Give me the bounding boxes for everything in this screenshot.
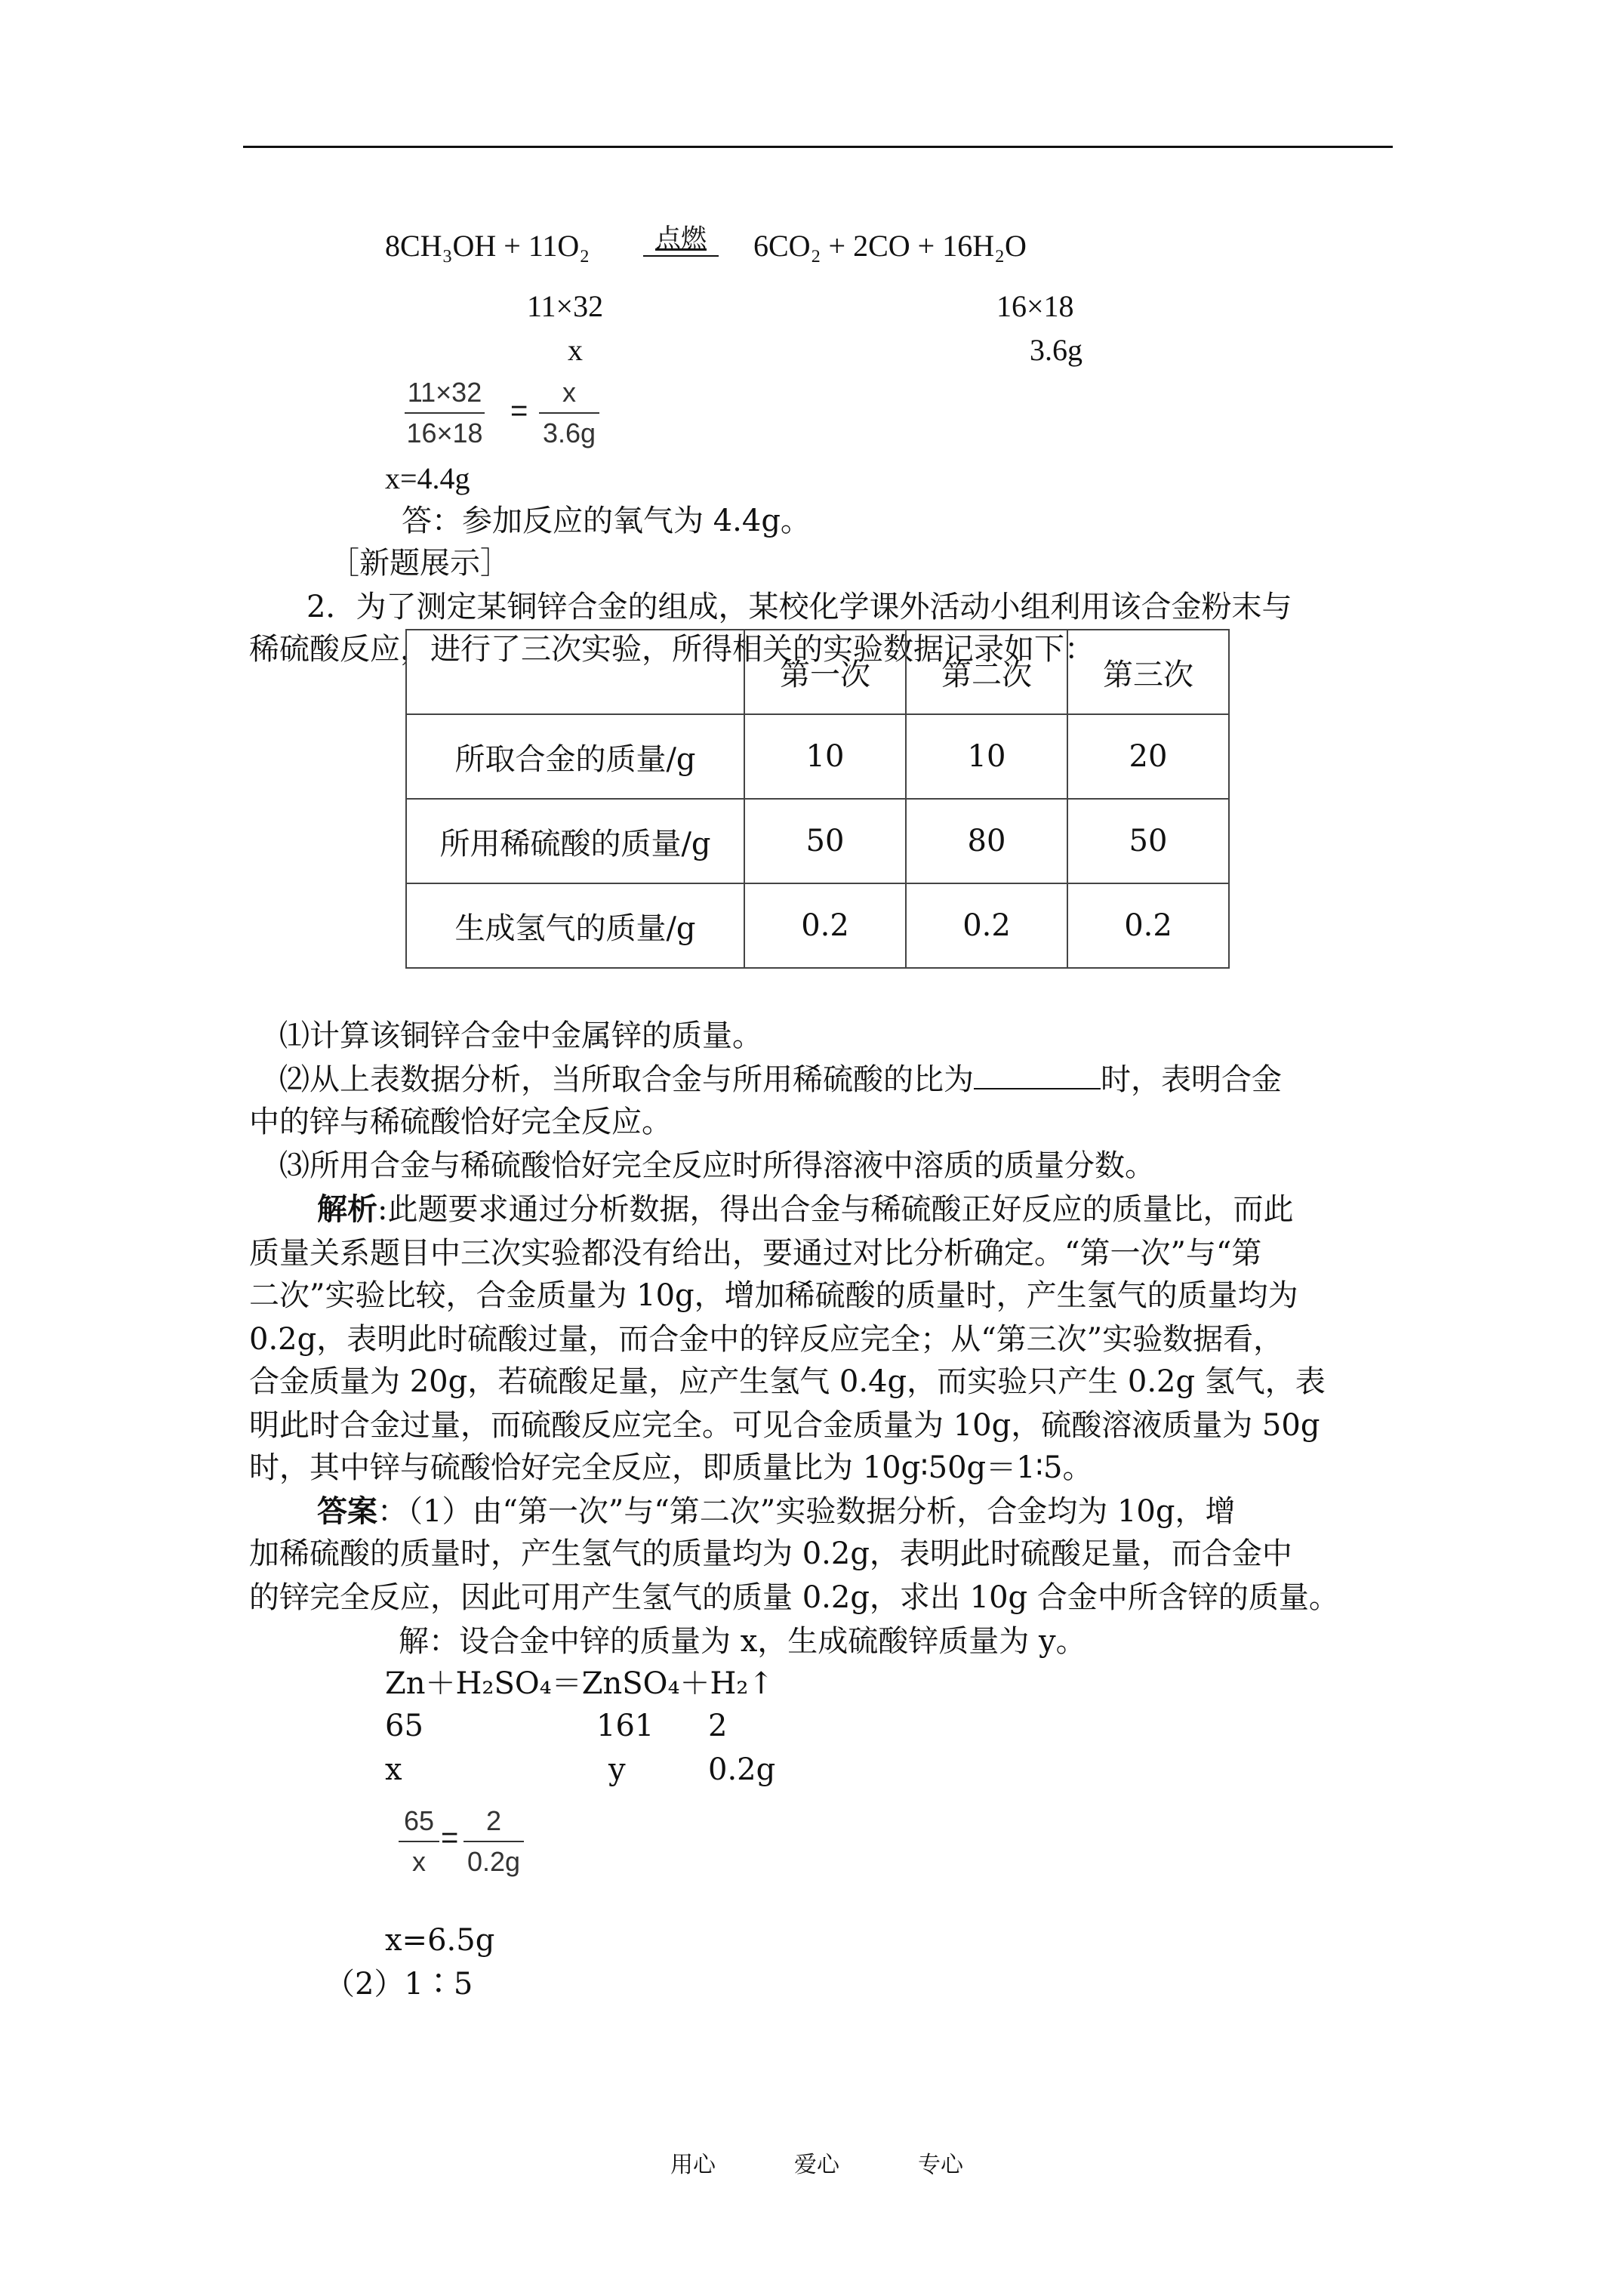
zinc-equation: Zn＋H₂SO₄＝ZnSO₄＋H₂↑ xyxy=(385,1666,774,1701)
section-heading: ［新题展示］ xyxy=(329,546,510,581)
molar-mass-zn: 65 xyxy=(385,1709,423,1743)
equation1-result: x=4.4g xyxy=(385,461,470,495)
experiment-table xyxy=(405,629,1230,969)
table-cell: 生成氢气的质量/g xyxy=(406,883,744,968)
table-row xyxy=(406,883,1229,968)
molar-mass-h2: 2 xyxy=(708,1709,728,1743)
reaction-arrow xyxy=(643,217,719,263)
fraction-denominator: 16×18 xyxy=(406,418,483,448)
answer-part2: （2）1∶5 xyxy=(325,1967,473,2002)
given-h2: 0.2g xyxy=(708,1752,776,1787)
header-rule xyxy=(243,146,1393,148)
footer-item: 用心 xyxy=(670,2152,716,2178)
analysis-line: 二次”实验比较，合金质量为 10g，增加稀硫酸的质量时，产生氢气的质量均为 xyxy=(249,1278,1298,1313)
table-cell: 所取合金的质量/g xyxy=(406,714,744,799)
analysis-text: :此题要求通过分析数据，得出合金与稀硫酸正好反应的质量比，而此 xyxy=(377,1192,1294,1227)
fraction-denominator: x xyxy=(412,1846,426,1877)
equals-sign: = xyxy=(441,1821,459,1854)
reaction-condition: 点燃 xyxy=(655,223,707,254)
table-cell: 20 xyxy=(1067,714,1229,799)
question2-sub2-text-a: ⑵从上表数据分析，当所取合金与所用稀硫酸的比为 xyxy=(279,1062,974,1097)
analysis-line: 质量关系题目中三次实验都没有给出，要通过对比分析确定。“第一次”与“第 xyxy=(249,1236,1262,1271)
footer-item: 爱心 xyxy=(794,2152,839,2178)
table-cell: 0.2 xyxy=(906,883,1067,968)
fraction-numerator: 11×32 xyxy=(407,377,482,408)
question2-sub2 xyxy=(279,1059,1282,1101)
unknown-x: x xyxy=(385,1752,402,1787)
analysis-line: 时，其中锌与硫酸恰好完全反应，即质量比为 10g∶50g＝1∶5。 xyxy=(249,1450,1093,1485)
fraction-numerator: 2 xyxy=(485,1805,502,1836)
equation1-left: 8CH₃OH + 11O₂ xyxy=(385,229,590,263)
table-header-cell xyxy=(406,630,744,714)
table-header-cell: 第一次 xyxy=(744,630,906,714)
equation1-right: 6CO₂ + 2CO + 16H₂O xyxy=(753,229,1027,263)
question2-sub2-text-b: 时，表明合金 xyxy=(1101,1062,1282,1097)
table-cell: 10 xyxy=(744,714,906,799)
answer-text: ：（1）由“第一次”与“第二次”实验数据分析，合金均为 10g，增 xyxy=(377,1494,1236,1529)
fraction-bar xyxy=(405,412,485,414)
fraction-numerator: x xyxy=(562,377,576,408)
analysis-line: 明此时合金过量，而硫酸反应完全。可见合金质量为 10g，硫酸溶液质量为 50g xyxy=(249,1408,1320,1443)
fraction-bar xyxy=(399,1841,439,1842)
table-header-cell: 第三次 xyxy=(1067,630,1229,714)
equation1-answer: 答：参加反应的氧气为 4.4g。 xyxy=(402,504,811,538)
fraction-right xyxy=(463,1806,524,1881)
equation1-unknown-left: x xyxy=(568,333,583,367)
answer-blank xyxy=(974,1062,1101,1089)
footer-item: 专心 xyxy=(918,2152,963,2178)
question2-line1: 2．为了测定某铜锌合金的组成，某校化学课外活动小组利用该合金粉末与 xyxy=(306,590,1292,624)
table-cell: 50 xyxy=(744,799,906,883)
answer-line: 的锌完全反应，因此可用产生氢气的质量 0.2g，求出 10g 合金中所含锌的质量。 xyxy=(249,1580,1339,1615)
equation1-unknown-right: 3.6g xyxy=(1030,333,1083,367)
question2-line2: 稀硫酸反应，进行了三次实验，所得相关的实验数据记录如下： xyxy=(249,632,1095,667)
fraction-right xyxy=(539,378,599,453)
analysis-label: 解析 xyxy=(317,1191,377,1227)
answer-line: 加稀硫酸的质量时，产生氢气的质量均为 0.2g，表明此时硫酸足量，而合金中 xyxy=(249,1536,1292,1571)
molar-mass-znso4: 161 xyxy=(596,1709,654,1743)
table-cell: 80 xyxy=(906,799,1067,883)
answer-first-line xyxy=(317,1490,1235,1533)
table-cell: 0.2 xyxy=(744,883,906,968)
fraction-bar xyxy=(539,412,599,414)
fraction-left xyxy=(399,1806,439,1881)
fraction-numerator: 65 xyxy=(403,1805,435,1836)
equals-sign: = xyxy=(510,394,528,427)
equation1-ratio-left: 11×32 xyxy=(527,289,604,323)
fraction-left xyxy=(405,378,485,453)
question2-sub1: ⑴计算该铜锌合金中金属锌的质量。 xyxy=(279,1019,762,1053)
fraction-denominator: 3.6g xyxy=(542,418,596,448)
analysis-line: 0.2g，表明此时硫酸过量，而合金中的锌反应完全；从“第三次”实验数据看， xyxy=(249,1322,1284,1357)
answer-label: 答案 xyxy=(317,1493,377,1529)
question2-sub3: ⑶所用合金与稀硫酸恰好完全反应时所得溶液中溶质的质量分数。 xyxy=(279,1148,1155,1183)
unknown-y: y xyxy=(608,1752,626,1787)
analysis-first-line xyxy=(317,1188,1293,1231)
zinc-result: x=6.5g xyxy=(385,1923,495,1958)
reaction-arrow-line xyxy=(643,255,719,257)
table-header-cell: 第二次 xyxy=(906,630,1067,714)
table-row xyxy=(406,714,1229,799)
solve-intro: 解：设合金中锌的质量为 x，生成硫酸锌质量为 y。 xyxy=(399,1624,1086,1659)
table-cell: 所用稀硫酸的质量/g xyxy=(406,799,744,883)
table-cell: 50 xyxy=(1067,799,1229,883)
analysis-line: 合金质量为 20g，若硫酸足量，应产生氢气 0.4g，而实验只产生 0.2g 氢气，表 xyxy=(249,1364,1326,1399)
table-row xyxy=(406,799,1229,883)
table-cell: 10 xyxy=(906,714,1067,799)
fraction-bar xyxy=(463,1841,524,1842)
equation1-ratio-right: 16×18 xyxy=(996,289,1074,323)
table-header-row xyxy=(406,630,1229,714)
question2-sub2-continued: 中的锌与稀硫酸恰好完全反应。 xyxy=(249,1105,672,1139)
fraction-denominator: 0.2g xyxy=(467,1846,521,1877)
table-cell: 0.2 xyxy=(1067,883,1229,968)
